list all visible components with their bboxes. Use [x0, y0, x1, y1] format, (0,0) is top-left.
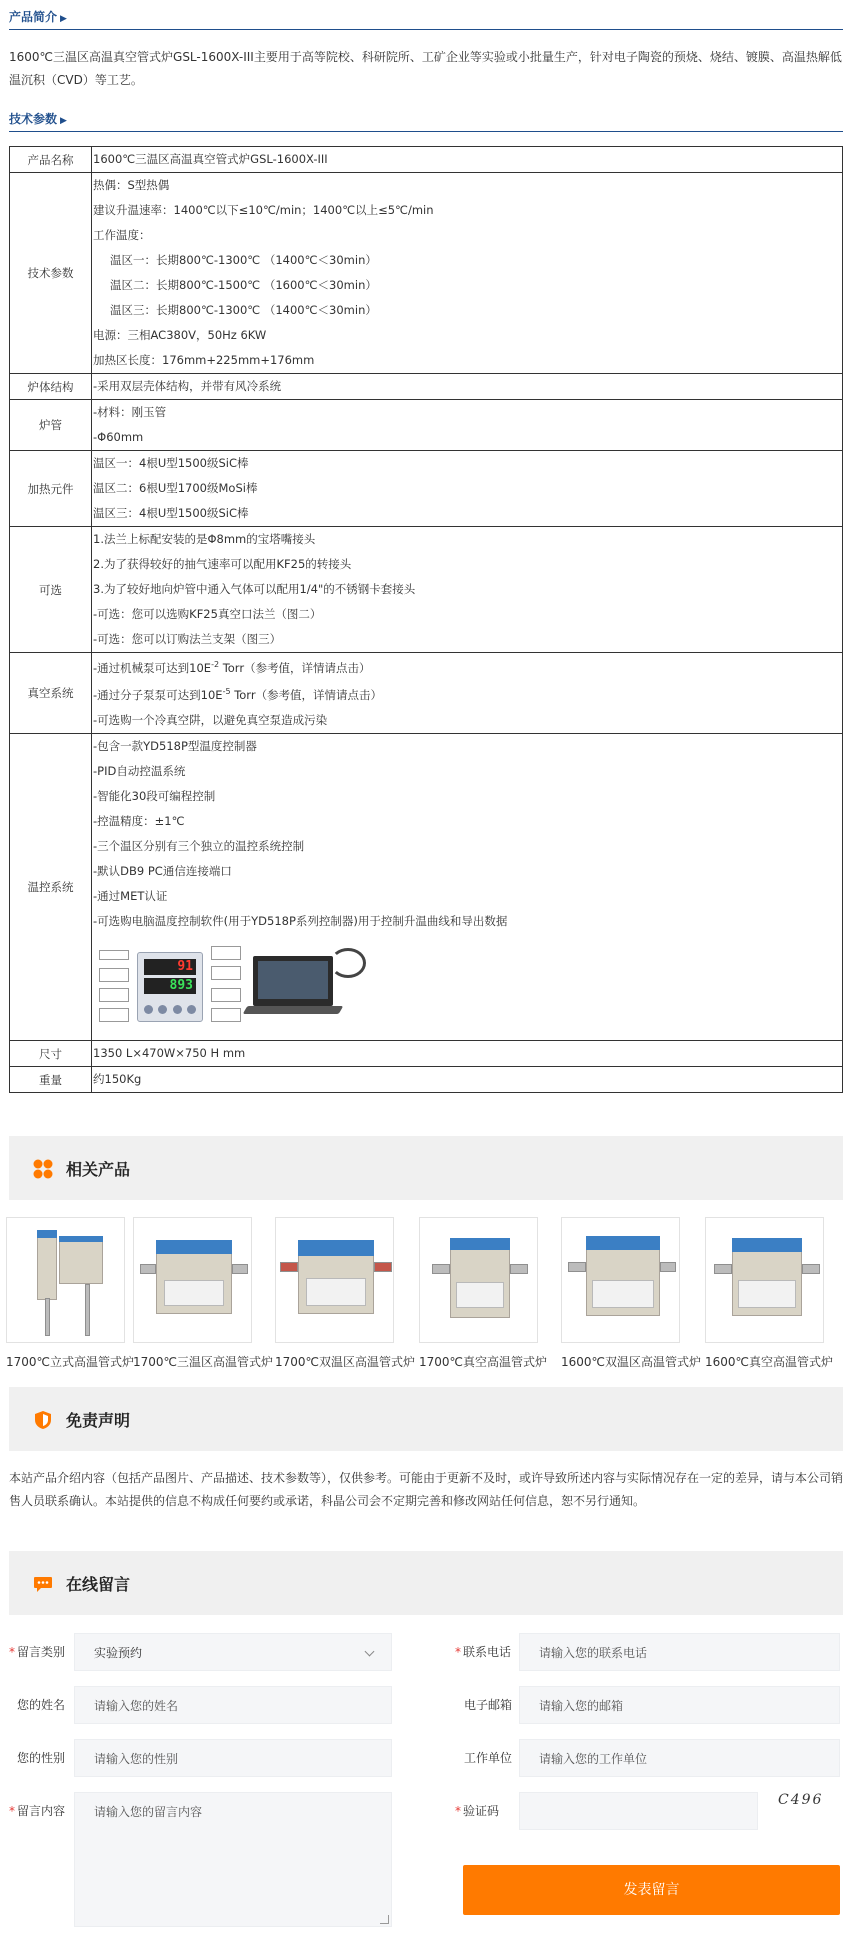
spec-line[interactable]: -通过机械泵可达到$10E^{-2}$ Torr（参考值，详情请点击） — [93, 660, 371, 675]
gender-input[interactable]: 请输入您的性别 — [74, 1739, 392, 1777]
related-products-header — [9, 1136, 843, 1200]
captcha-input[interactable] — [519, 1792, 758, 1830]
spec-line: 工作温度： — [93, 228, 151, 242]
pv-display: 91 — [144, 959, 196, 975]
spec-label: 温控系统 — [10, 734, 92, 1041]
spec-label: 产品名称 — [10, 147, 92, 173]
triangle-right-icon: ▶ — [60, 116, 67, 126]
intro-section-title: 产品简介 ▶ — [9, 8, 843, 30]
product-name[interactable]: 1700℃三温区高温管式炉 — [133, 1355, 274, 1369]
section-title: 相关产品 — [66, 1160, 131, 1179]
captcha-image[interactable]: C496 — [778, 1792, 824, 1808]
spec-line: 加热区长度：176mm+225mm+176mm — [93, 353, 315, 367]
specs-section-title: 技术参数 ▶ — [9, 110, 843, 132]
callout — [99, 1008, 129, 1022]
spec-value: 1600℃三温区高温真空管式炉GSL-1600X-III — [93, 152, 328, 166]
spec-label: 重量 — [10, 1067, 92, 1093]
disclaimer-header — [9, 1387, 843, 1451]
email-input[interactable]: 请输入您的邮箱 — [519, 1686, 840, 1724]
product-image[interactable] — [419, 1217, 538, 1343]
spec-line: -可选购电脑温度控制软件(用于YD518P系列控制器)用于控制升温曲线和导出数据 — [93, 914, 508, 928]
spec-label: 尺寸 — [10, 1041, 92, 1067]
product-image[interactable] — [275, 1217, 394, 1343]
content-label: * 留言内容 — [9, 1804, 66, 1818]
triangle-right-icon: ▶ — [60, 14, 67, 24]
product-card[interactable] — [561, 1217, 702, 1370]
spec-line: 温区一：长期800℃-1300℃ （1400℃＜30min） — [110, 253, 377, 267]
spec-line: -Φ60mm — [93, 430, 144, 444]
spec-row-tube — [10, 400, 843, 451]
intro-text: 1600℃三温区高温真空管式炉GSL-1600X-III主要用于高等院校、科研院所、工矿企业等实验或小批量生产，针对电子陶瓷的预烧、烧结、镀膜、高温热解低温沉积（CVD）等工艺。 — [9, 50, 842, 87]
content-textarea[interactable]: 请输入您的留言内容 — [74, 1792, 392, 1927]
spec-line: -PID自动控温系统 — [93, 764, 186, 778]
spec-line: -控温精度：±1℃ — [93, 814, 185, 828]
product-card[interactable] — [6, 1217, 135, 1370]
phone-label: * 联系电话 — [455, 1645, 512, 1659]
spec-line: -材料：刚玉管 — [93, 405, 167, 419]
company-label: 工作单位 — [464, 1751, 513, 1765]
spec-line: -三个温区分别有三个独立的温控系统控制 — [93, 839, 305, 853]
spec-line: -通过MET认证 — [93, 889, 168, 903]
spec-line: 1.法兰上标配安装的是Φ8mm的宝塔嘴接头 — [93, 532, 316, 546]
type-label: * 留言类别 — [9, 1645, 66, 1659]
spec-row-temp-control — [10, 734, 843, 1041]
spec-line: 温区二：长期800℃-1500℃ （1600℃＜30min） — [110, 278, 377, 292]
chevron-down-icon — [365, 1647, 375, 1657]
spec-line: 电源：三相AC380V，50Hz 6KW — [93, 328, 267, 342]
company-input[interactable]: 请输入您的工作单位 — [519, 1739, 840, 1777]
spec-line: -默认DB9 PC通信连接端口 — [93, 864, 232, 878]
submit-button[interactable]: 发表留言 — [463, 1865, 840, 1915]
spec-label: 炉管 — [10, 400, 92, 451]
phone-input[interactable]: 请输入您的联系电话 — [519, 1633, 840, 1671]
spec-row-structure — [10, 374, 843, 400]
spec-line: 2.为了获得较好的抽气速率可以配用KF25的转接头 — [93, 557, 352, 571]
spec-line: -可选：您可以订购法兰支架（图三） — [93, 632, 282, 646]
controller-image — [95, 944, 385, 1034]
spec-label: 可选 — [10, 527, 92, 653]
callout — [211, 988, 241, 1002]
product-card[interactable] — [275, 1217, 416, 1370]
spec-row-size — [10, 1041, 843, 1067]
spec-line: 热偶：S型热偶 — [93, 178, 170, 192]
spec-row-vacuum — [10, 653, 843, 734]
spec-row-name — [10, 147, 843, 173]
spec-row-tech — [10, 173, 843, 374]
laptop-icon — [253, 956, 333, 1006]
spec-label: 炉体结构 — [10, 374, 92, 400]
product-image[interactable] — [6, 1217, 125, 1343]
spec-line: -包含一款YD518P型温度控制器 — [93, 739, 257, 753]
spec-line: 温区三：4根U型1500级SiC棒 — [93, 506, 249, 520]
spec-label: 加热元件 — [10, 451, 92, 527]
product-image[interactable] — [561, 1217, 680, 1343]
spec-row-options — [10, 527, 843, 653]
message-header — [9, 1551, 843, 1615]
spec-line: 温区二：6根U型1700级MoSi棒 — [93, 481, 258, 495]
resize-grip-icon[interactable] — [380, 1915, 389, 1924]
product-name[interactable]: 1600℃双温区高温管式炉 — [561, 1355, 702, 1369]
product-name[interactable]: 1700℃立式高温管式炉 — [6, 1355, 135, 1369]
callout — [99, 988, 129, 1002]
product-card[interactable] — [133, 1217, 274, 1370]
callout — [211, 946, 241, 960]
temperature-controller-panel — [137, 952, 203, 1022]
spec-line: -可选购一个冷真空阱，以避免真空泵造成污染 — [93, 713, 328, 727]
spec-label: 技术参数 — [10, 173, 92, 374]
product-card[interactable] — [419, 1217, 548, 1370]
captcha-label: * 验证码 — [455, 1804, 500, 1818]
spec-row-weight — [10, 1067, 843, 1093]
spec-value: 约150Kg — [93, 1072, 142, 1086]
callout — [211, 1008, 241, 1022]
callout — [99, 950, 129, 960]
type-select[interactable]: 实验预约 — [74, 1633, 392, 1671]
spec-line: 温区一：4根U型1500级SiC棒 — [93, 456, 249, 470]
spec-line: -智能化30段可编程控制 — [93, 789, 216, 803]
product-image[interactable] — [705, 1217, 824, 1343]
name-input[interactable]: 请输入您的姓名 — [74, 1686, 392, 1724]
spec-line: 温区三：长期800℃-1300℃ （1400℃＜30min） — [110, 303, 377, 317]
product-card[interactable] — [705, 1217, 834, 1370]
name-label: 您的姓名 — [17, 1698, 66, 1712]
product-name[interactable]: 1700℃真空高温管式炉 — [419, 1355, 548, 1369]
spec-row-heating — [10, 451, 843, 527]
spec-line: -可选：您可以选购KF25真空口法兰（图二） — [93, 607, 322, 621]
grid-icon — [33, 1159, 53, 1179]
cable-icon — [330, 948, 366, 978]
shield-icon — [33, 1410, 53, 1430]
spec-line: 3.为了较好地向炉管中通入气体可以配用1/4"的不锈钢卡套接头 — [93, 582, 416, 596]
spec-table — [9, 146, 843, 1093]
product-image[interactable] — [133, 1217, 252, 1343]
product-name[interactable]: 1600℃真空高温管式炉 — [705, 1355, 834, 1369]
disclaimer-text: 本站产品介绍内容（包括产品图片、产品描述、技术参数等），仅供参考。可能由于更新不及时，或许导致所述内容与实际情况存在一定的差异，请与本公司销售人员联系确认。本站提供的信息不构成任何要约或承诺，科晶公司会不定期完善和修改网站任何信息，恕不另行通知。 — [9, 1471, 844, 1508]
callout — [99, 968, 129, 982]
gender-label: 您的性别 — [17, 1751, 66, 1765]
sv-display: 893 — [144, 978, 196, 994]
spec-label: 真空系统 — [10, 653, 92, 734]
related-products-carousel[interactable] — [6, 1217, 843, 1397]
section-title: 免责声明 — [66, 1411, 131, 1430]
chat-bubble-icon — [33, 1574, 53, 1594]
spec-line[interactable]: -通过分子泵泵可达到$10E^{-5}$ Torr（参考值，详情请点击） — [93, 687, 383, 702]
callout — [211, 966, 241, 980]
section-title: 在线留言 — [66, 1575, 131, 1594]
spec-value: -采用双层壳体结构，并带有风冷系统 — [93, 379, 282, 393]
email-label: 电子邮箱 — [464, 1698, 513, 1712]
spec-value: 1350 L×470W×750 H mm — [93, 1046, 246, 1060]
product-name[interactable]: 1700℃双温区高温管式炉 — [275, 1355, 416, 1369]
spec-line: 建议升温速率：1400℃以下≤10℃/min；1400℃以上≤5℃/min — [93, 203, 434, 217]
